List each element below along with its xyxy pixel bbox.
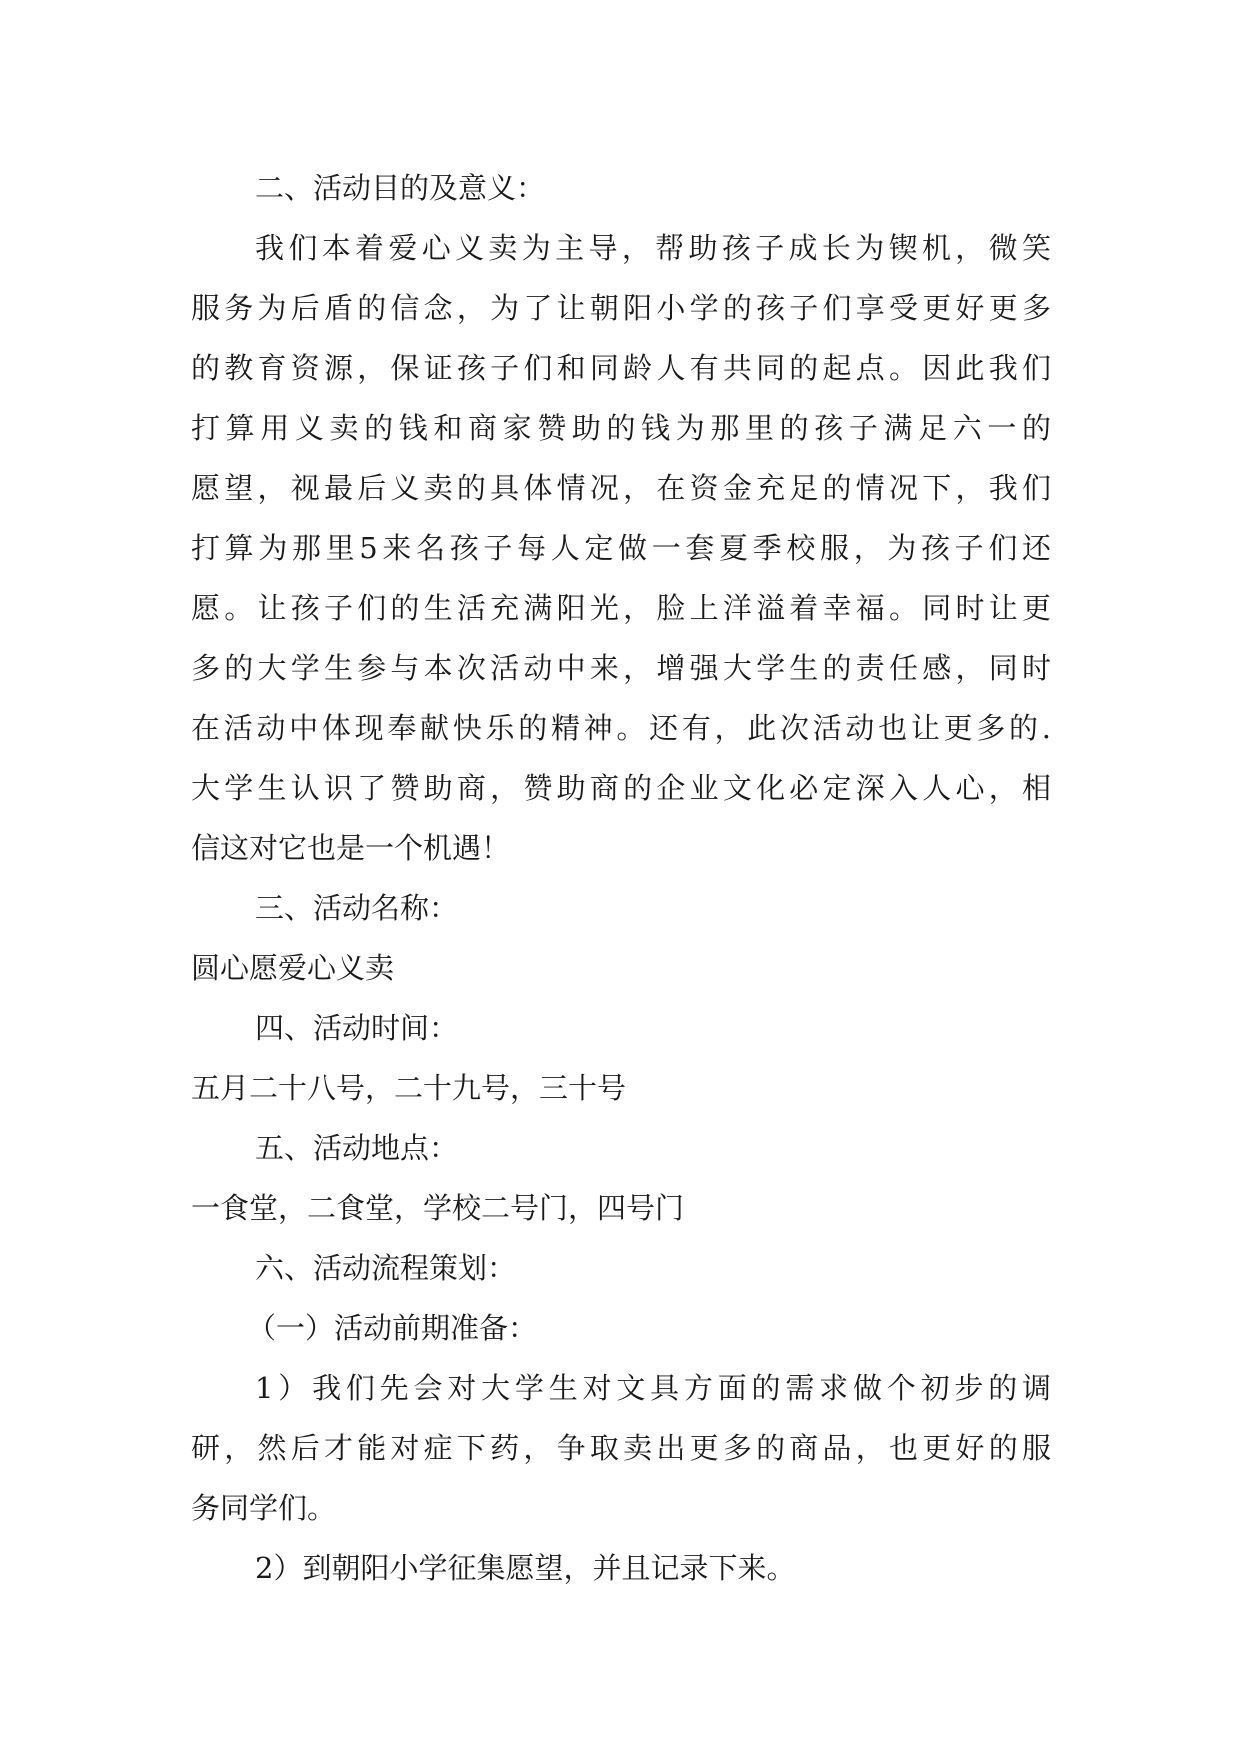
paragraph-step-1 bbox=[191, 1358, 1051, 1538]
paragraph-line: 1）我们先会对大学生对文具方面的需求做个初步的调 bbox=[255, 1371, 1051, 1405]
activity-time-value: 五月二十八号，二十九号，三十号 bbox=[191, 1071, 627, 1105]
document-body bbox=[191, 158, 1051, 1598]
subsection-heading-preparation: （一）活动前期准备： bbox=[247, 1311, 538, 1345]
paragraph-line: 打算用义卖的钱和商家赞助的钱为那里的孩子满足六一的 bbox=[191, 411, 1051, 445]
paragraph-line: 研，然后才能对症下药，争取卖出更多的商品，也更好的服 bbox=[191, 1431, 1051, 1465]
section-heading-process: 六、活动流程策划： bbox=[255, 1251, 517, 1285]
paragraph-line: 信这对它也是一个机遇！ bbox=[191, 831, 511, 865]
paragraph-line: 的教育资源，保证孩子们和同龄人有共同的起点。因此我们 bbox=[191, 351, 1051, 385]
paragraph-line: 大学生认识了赞助商，赞助商的企业文化必定深入人心，相 bbox=[191, 771, 1051, 805]
paragraph-line: 服务为后盾的信念，为了让朝阳小学的孩子们享受更好更多 bbox=[191, 291, 1051, 325]
section-heading-time: 四、活动时间： bbox=[255, 1011, 459, 1045]
paragraph-line: 愿望，视最后义卖的具体情况，在资金充足的情况下，我们 bbox=[191, 471, 1051, 505]
paragraph-line: 在活动中体现奉献快乐的精神。还有，此次活动也让更多的. bbox=[191, 711, 1051, 745]
paragraph-purpose bbox=[191, 218, 1051, 878]
paragraph-line: 多的大学生参与本次活动中来，增强大学生的责任感，同时 bbox=[191, 651, 1051, 685]
activity-place-value: 一食堂，二食堂，学校二号门，四号门 bbox=[191, 1191, 685, 1225]
paragraph-line: 务同学们。 bbox=[191, 1491, 337, 1525]
paragraph-line: 我们本着爱心义卖为主导，帮助孩子成长为锲机，微笑 bbox=[255, 231, 1051, 265]
paragraph-step-2: 2）到朝阳小学征集愿望，并且记录下来。 bbox=[255, 1551, 796, 1585]
paragraph-line: 愿。让孩子们的生活充满阳光，脸上洋溢着幸福。同时让更 bbox=[191, 591, 1051, 625]
section-heading-place: 五、活动地点： bbox=[255, 1131, 459, 1165]
section-heading-name: 三、活动名称： bbox=[255, 891, 459, 925]
paragraph-line: 打算为那里5来名孩子每人定做一套夏季校服，为孩子们还 bbox=[191, 531, 1051, 565]
activity-name-value: 圆心愿爱心义卖 bbox=[191, 951, 395, 985]
section-heading-purpose: 二、活动目的及意义： bbox=[255, 171, 546, 205]
